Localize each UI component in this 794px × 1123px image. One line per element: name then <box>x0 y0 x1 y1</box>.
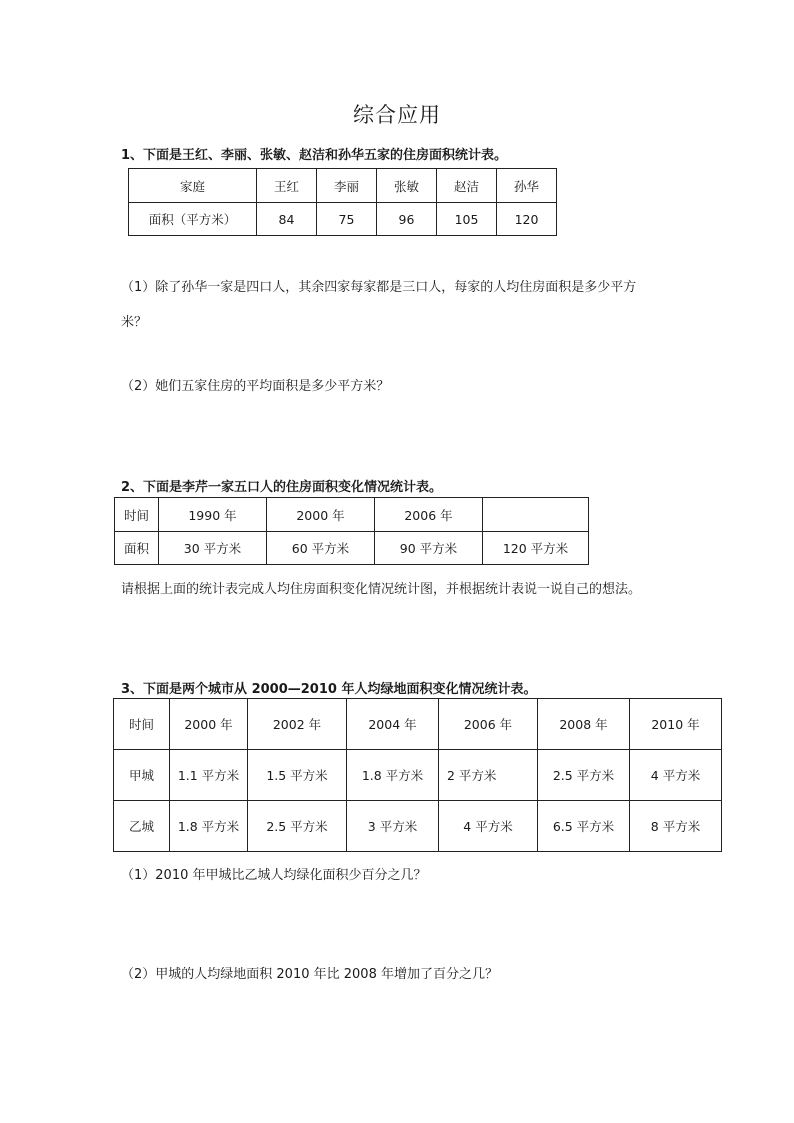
q3-header-cell: 2006 年 <box>439 699 538 750</box>
q3-city-a-label: 甲城 <box>114 750 170 801</box>
q3-city-a-cell: 1.8 平方米 <box>347 750 439 801</box>
q1-sub1-line1: （1）除了孙华一家是四口人，其余四家每家都是三口人，每家的人均住房面积是多少平方 <box>121 280 637 295</box>
q2-header-cell <box>483 498 589 532</box>
q1-data-cell: 84 <box>257 203 317 236</box>
q3-city-a-cell: 4 平方米 <box>630 750 722 801</box>
q2-instruction: 请根据上面的统计表完成人均住房面积变化情况统计图，并根据统计表说一说自己的想法。 <box>121 582 642 597</box>
q1-data-cell: 120 <box>497 203 557 236</box>
q1-data-cell: 96 <box>377 203 437 236</box>
q3-city-b-cell: 2.5 平方米 <box>248 801 347 852</box>
q1-header-cell: 赵洁 <box>437 169 497 203</box>
q3-header-cell: 2002 年 <box>248 699 347 750</box>
q3-sub1: （1）2010 年甲城比乙城人均绿化面积少百分之几？ <box>121 868 427 883</box>
q3-city-a-cell: 2 平方米 <box>439 750 538 801</box>
q1-header-cell: 张敏 <box>377 169 437 203</box>
q3-sub2: （2）甲城的人均绿地面积 2010 年比 2008 年增加了百分之几？ <box>121 967 498 982</box>
q3-city-b-cell: 1.8 平方米 <box>170 801 248 852</box>
q1-data-cell: 75 <box>317 203 377 236</box>
q3-city-b-cell: 3 平方米 <box>347 801 439 852</box>
q3-header-cell: 时间 <box>114 699 170 750</box>
q3-city-b-label: 乙城 <box>114 801 170 852</box>
q1-table <box>128 168 557 236</box>
q1-header-cell: 孙华 <box>497 169 557 203</box>
q2-header-cell: 2000 年 <box>267 498 375 532</box>
q3-header-cell: 2010 年 <box>630 699 722 750</box>
q2-data-cell: 30 平方米 <box>159 532 267 565</box>
q1-header-cell: 家庭 <box>129 169 257 203</box>
q2-header-cell: 2006 年 <box>375 498 483 532</box>
q2-data-cell: 120 平方米 <box>483 532 589 565</box>
q3-city-b-cell: 8 平方米 <box>630 801 722 852</box>
q3-header-cell: 2004 年 <box>347 699 439 750</box>
q3-heading: 3、下面是两个城市从 2000—2010 年人均绿地面积变化情况统计表。 <box>121 682 537 697</box>
q2-table <box>114 497 589 565</box>
q1-sub1-line2: 米？ <box>121 315 148 330</box>
q1-header-cell: 李丽 <box>317 169 377 203</box>
q2-header-cell: 1990 年 <box>159 498 267 532</box>
q1-sub2: （2）她们五家住房的平均面积是多少平方米？ <box>121 379 390 394</box>
q1-heading: 1、下面是王红、李丽、张敏、赵洁和孙华五家的住房面积统计表。 <box>121 148 508 163</box>
q3-header-cell: 2008 年 <box>538 699 630 750</box>
q3-header-cell: 2000 年 <box>170 699 248 750</box>
q3-city-b-cell: 4 平方米 <box>439 801 538 852</box>
q2-data-cell: 面积 <box>115 532 159 565</box>
q1-data-cell: 105 <box>437 203 497 236</box>
q3-city-a-cell: 1.1 平方米 <box>170 750 248 801</box>
q3-table <box>113 698 722 852</box>
q3-city-b-cell: 6.5 平方米 <box>538 801 630 852</box>
q2-data-cell: 60 平方米 <box>267 532 375 565</box>
page-title: 综合应用 <box>353 103 441 127</box>
q3-city-a-cell: 1.5 平方米 <box>248 750 347 801</box>
q1-header-cell: 王红 <box>257 169 317 203</box>
q3-city-a-cell: 2.5 平方米 <box>538 750 630 801</box>
q1-data-cell: 面积（平方米） <box>129 203 257 236</box>
q2-header-cell: 时间 <box>115 498 159 532</box>
q2-data-cell: 90 平方米 <box>375 532 483 565</box>
q2-heading: 2、下面是李芹一家五口人的住房面积变化情况统计表。 <box>121 480 443 495</box>
